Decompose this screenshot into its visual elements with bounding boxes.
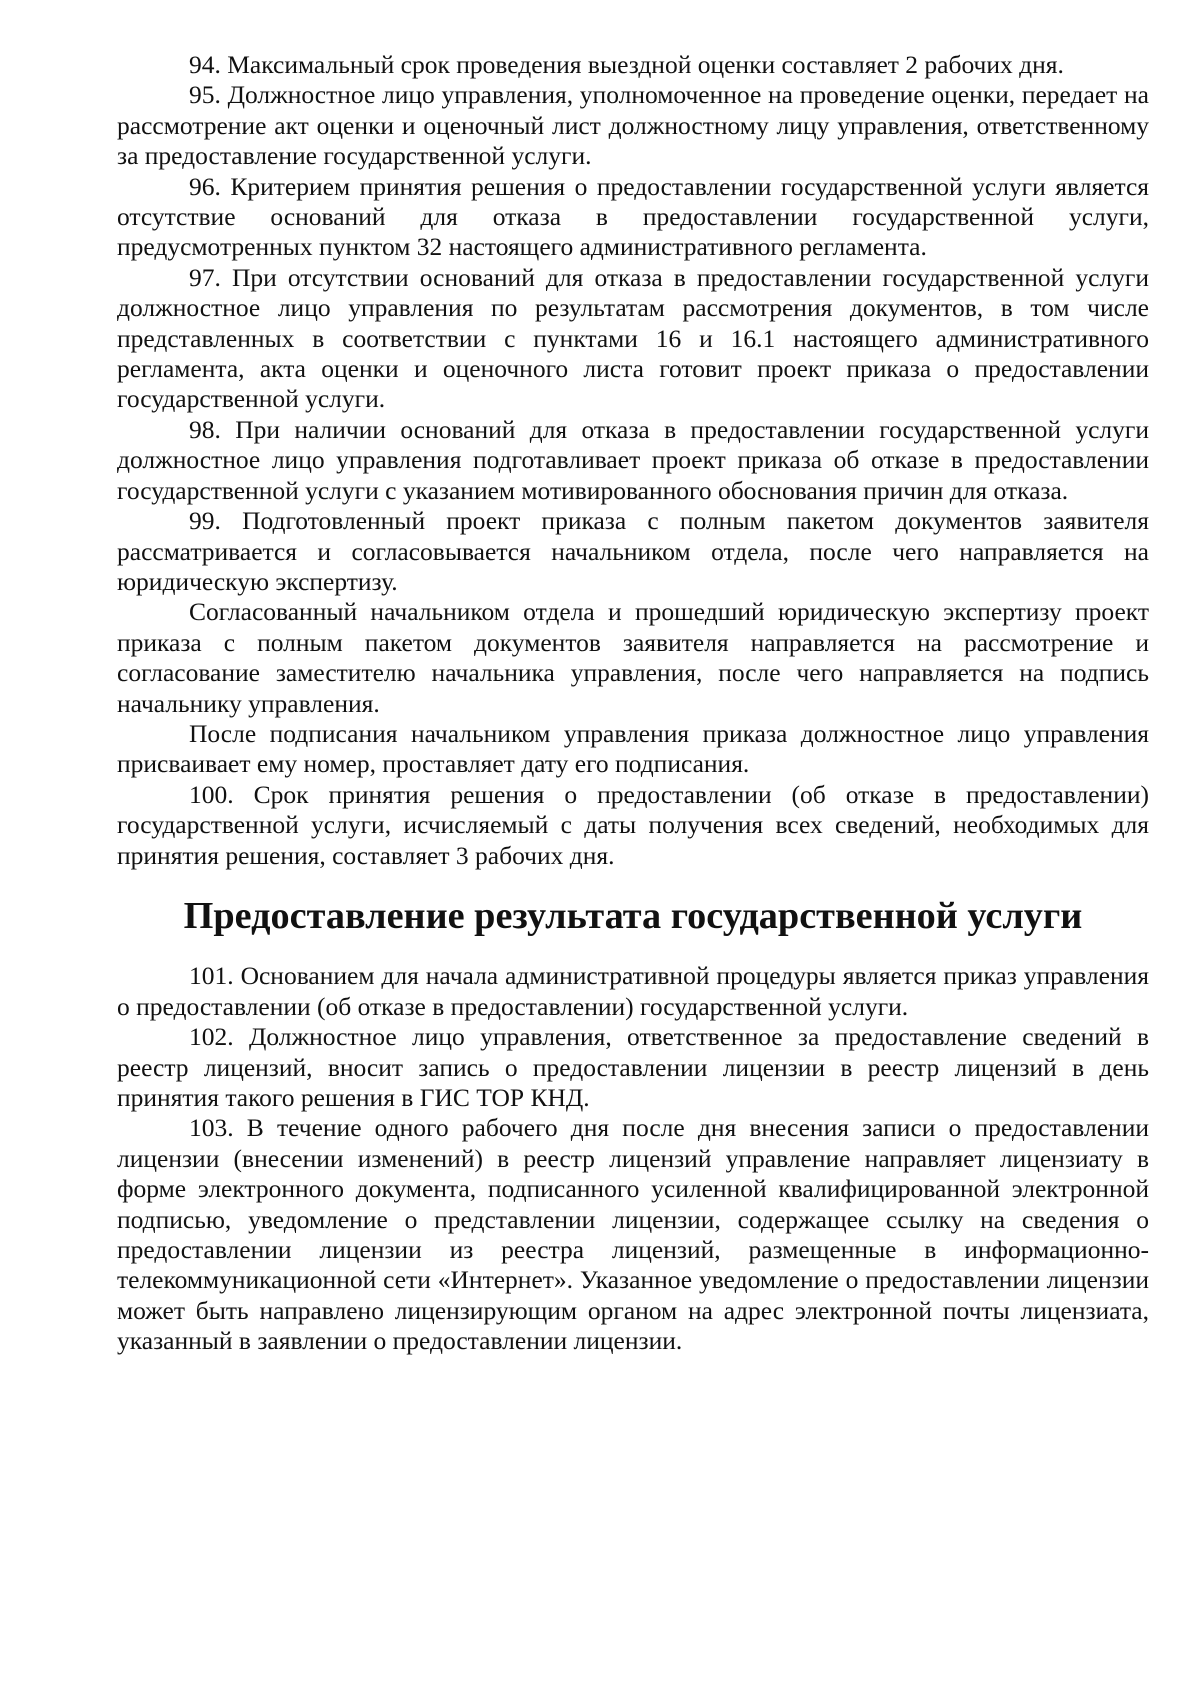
paragraph-94: 94. Максимальный срок проведения выездной оценки составляет 2 рабочих дня. [189,50,1064,79]
paragraph-99-approval: Согласованный начальником отдела и прошедший юридическую экспертизу проект приказа с полным пакетом документов заявителя направляется на рассмотрение и согласование заместителю начальника управления, после чего направляется на подпись начальнику управления. [117,597,1149,718]
paragraph-96: 96. Критерием принятия решения о предоставлении государственной услуги является отсутствие оснований для отказа в предоставлении государственной услуги, предусмотренных пунктом 32 настоящего административного регламента. [117,171,1149,262]
paragraph-99-signing: После подписания начальником управления приказа должностное лицо управления присваивает ему номер, проставляет дату его подписания. [117,718,1149,779]
paragraph-103: 103. В течение одного рабочего дня после дня внесения записи о предоставлении лицензии (внесении изменений) в реестр лицензий управление направляет лицензиату в форме электронного документа, подписанного усиленной квалифицированной электронной подписью, уведомление о представлении лицензии, содержащее ссылку на сведения о предоставлении лицензии из реестра лицензий, размещенные в информационно-телекоммуникационной сети «Интернет». Указанное уведомление о предоставлении лицензии может быть направлено лицензирующим органом на адрес электронной почты лицензиата, указанный в заявлении о предоставлении лицензии. [117,1113,1149,1356]
document-page [117,50,1149,1357]
paragraph-102: 102. Должностное лицо управления, ответственное за предоставление сведений в реестр лицензий, вносит запись о предоставлении лицензии в реестр лицензий в день принятия такого решения в ГИС ТОР КНД. [117,1022,1149,1112]
paragraph-99: 99. Подготовленный проект приказа с полным пакетом документов заявителя рассматривается и согласовывается начальником отдела, после чего направляется на юридическую экспертизу. [117,506,1149,596]
paragraph-97: 97. При отсутствии оснований для отказа в предоставлении государственной услуги должностное лицо управления по результатам рассмотрения документов, в том числе представленных в соответствии с пунктами 16 и 16.1 настоящего административного регламента, акта оценки и оценочного листа готовит проект приказа о предоставлении государственной услуги. [117,262,1149,414]
paragraph-100: 100. Срок принятия решения о предоставлении (об отказе в предоставлении) государственной услуги, исчисляемый с даты получения всех сведений, необходимых для принятия решения, составляет 3 рабочих дня. [117,779,1149,870]
paragraph-101: 101. Основанием для начала административной процедуры является приказ управления о предоставлении (об отказе в предоставлении) государственной услуги. [117,961,1149,1021]
paragraph-95: 95. Должностное лицо управления, уполномоченное на проведение оценки, передает на рассмотрение акт оценки и оценочный лист должностному лицу управления, ответственному за предоставление государственной услуги. [117,80,1149,171]
paragraph-98: 98. При наличии оснований для отказа в предоставлении государственной услуги должностное лицо управления подготавливает проект приказа об отказе в предоставлении государственной услуги с указанием мотивированного обоснования причин для отказа. [117,414,1149,505]
section-heading: Предоставление результата государственной услуги [183,894,1083,937]
